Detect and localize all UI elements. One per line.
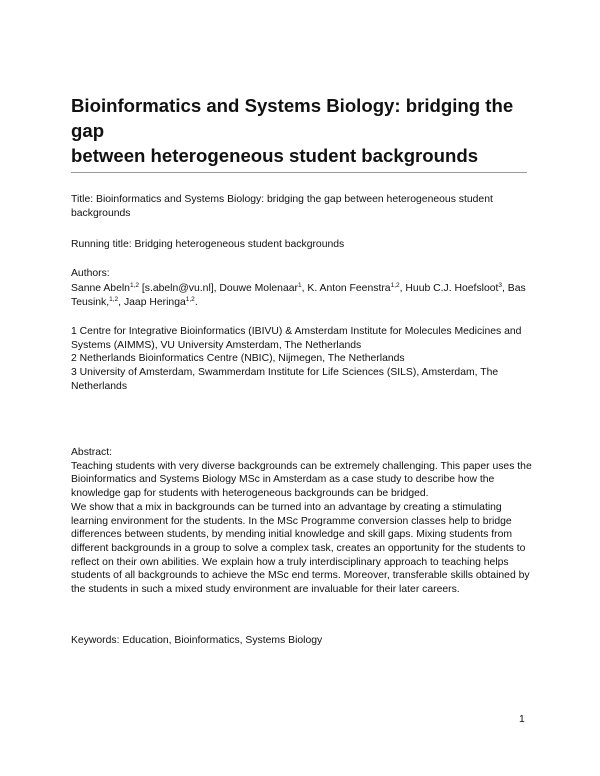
author-separator: , (301, 282, 308, 294)
keywords-text: Education, Bioinformatics, Systems Biology (122, 635, 323, 646)
author-separator: [s.abeln@vu.nl], (138, 282, 220, 294)
keywords-label: Keywords: (71, 635, 120, 646)
abstract-paragraph-2: We show that a mix in backgrounds can be turned into an advantage by creating a stimulating learning environment for the students. In the MSc Programme conversion classes help to bridge differences between students, by mending initial knowledge and skill gaps. Mixing students from different backgrounds in a group to solve a complex task, creates an opportunity for the students to reflect on their own abilities. We explain how a truly interdisciplinary approach to teaching helps students of all backgrounds to achieve the MSc end terms. Moreover, transferable skills obtained by the students in such a mixed study environment are invaluable for their later careers. (71, 501, 530, 596)
abstract-label: Abstract: (71, 447, 112, 458)
running-title-text: Bridging heterogeneous student backgrounds (134, 239, 345, 250)
authors-section (71, 267, 541, 311)
author-separator: . (194, 297, 198, 309)
title-text: Bioinformatics and Systems Biology: bridging the gap between heterogeneous student backgrounds (71, 194, 493, 219)
author-name: Jaap Heringa (123, 297, 186, 309)
author-name: Douwe Molenaar (219, 282, 298, 294)
abstract-paragraph-1: Teaching students with very diverse backgrounds can be extremely challenging. This paper uses the Bioinformatics and Systems Biology MSc in Amsterdam as a case study to describe how the knowledge gap for students with heterogeneous backgrounds can be bridged. (71, 460, 532, 500)
paper-title (71, 93, 541, 168)
affiliation-2: 2 Netherlands Bioinformatics Centre (NBIC), Nijmegen, The Netherlands (71, 353, 405, 365)
keywords-field (71, 634, 541, 648)
page-number: 1 (519, 714, 525, 725)
author-name: Bas Teusink, (71, 282, 526, 309)
author-affiliation-sup: 3 (498, 281, 503, 289)
affiliation-3: 3 University of Amsterdam, Swammerdam Institute for Life Sciences (SILS), Amsterdam, The Netherlands (71, 367, 499, 392)
author-name: K. Anton Feenstra (307, 282, 391, 294)
author-affiliation-sup: 1,2 (109, 296, 119, 304)
author-affiliation-sup: 1 (297, 281, 302, 289)
author-list (71, 282, 541, 311)
affiliation-1: 1 Centre for Integrative Bioinformatics (IBIVU) & Amsterdam Institute for Molecules Medicines and Systems (AIMMS), VU University Amsterdam, The Netherlands (71, 326, 522, 351)
abstract-section (71, 446, 541, 597)
running-title-field (71, 238, 541, 252)
author-name: Sanne Abeln (71, 282, 130, 294)
author-affiliation-sup: 1,2 (129, 281, 139, 289)
title-divider (71, 172, 527, 173)
title-field (71, 193, 541, 220)
author-separator: , (502, 282, 508, 294)
running-title-label: Running title: (71, 239, 132, 250)
authors-label: Authors: (71, 268, 110, 279)
author-separator: , (399, 282, 406, 294)
title-label: Title: (71, 194, 94, 205)
paper-title-line-1: Bioinformatics and Systems Biology: bridging the gap (71, 95, 514, 141)
paper-title-line-2: between heterogeneous student backgrounds (71, 145, 479, 166)
author-separator: , (118, 297, 124, 309)
author-affiliation-sup: 1,2 (185, 296, 195, 304)
author-affiliation-sup: 1,2 (390, 281, 400, 289)
author-name: Huub C.J. Hoefsloot (405, 282, 499, 294)
affiliations-section (71, 325, 541, 394)
